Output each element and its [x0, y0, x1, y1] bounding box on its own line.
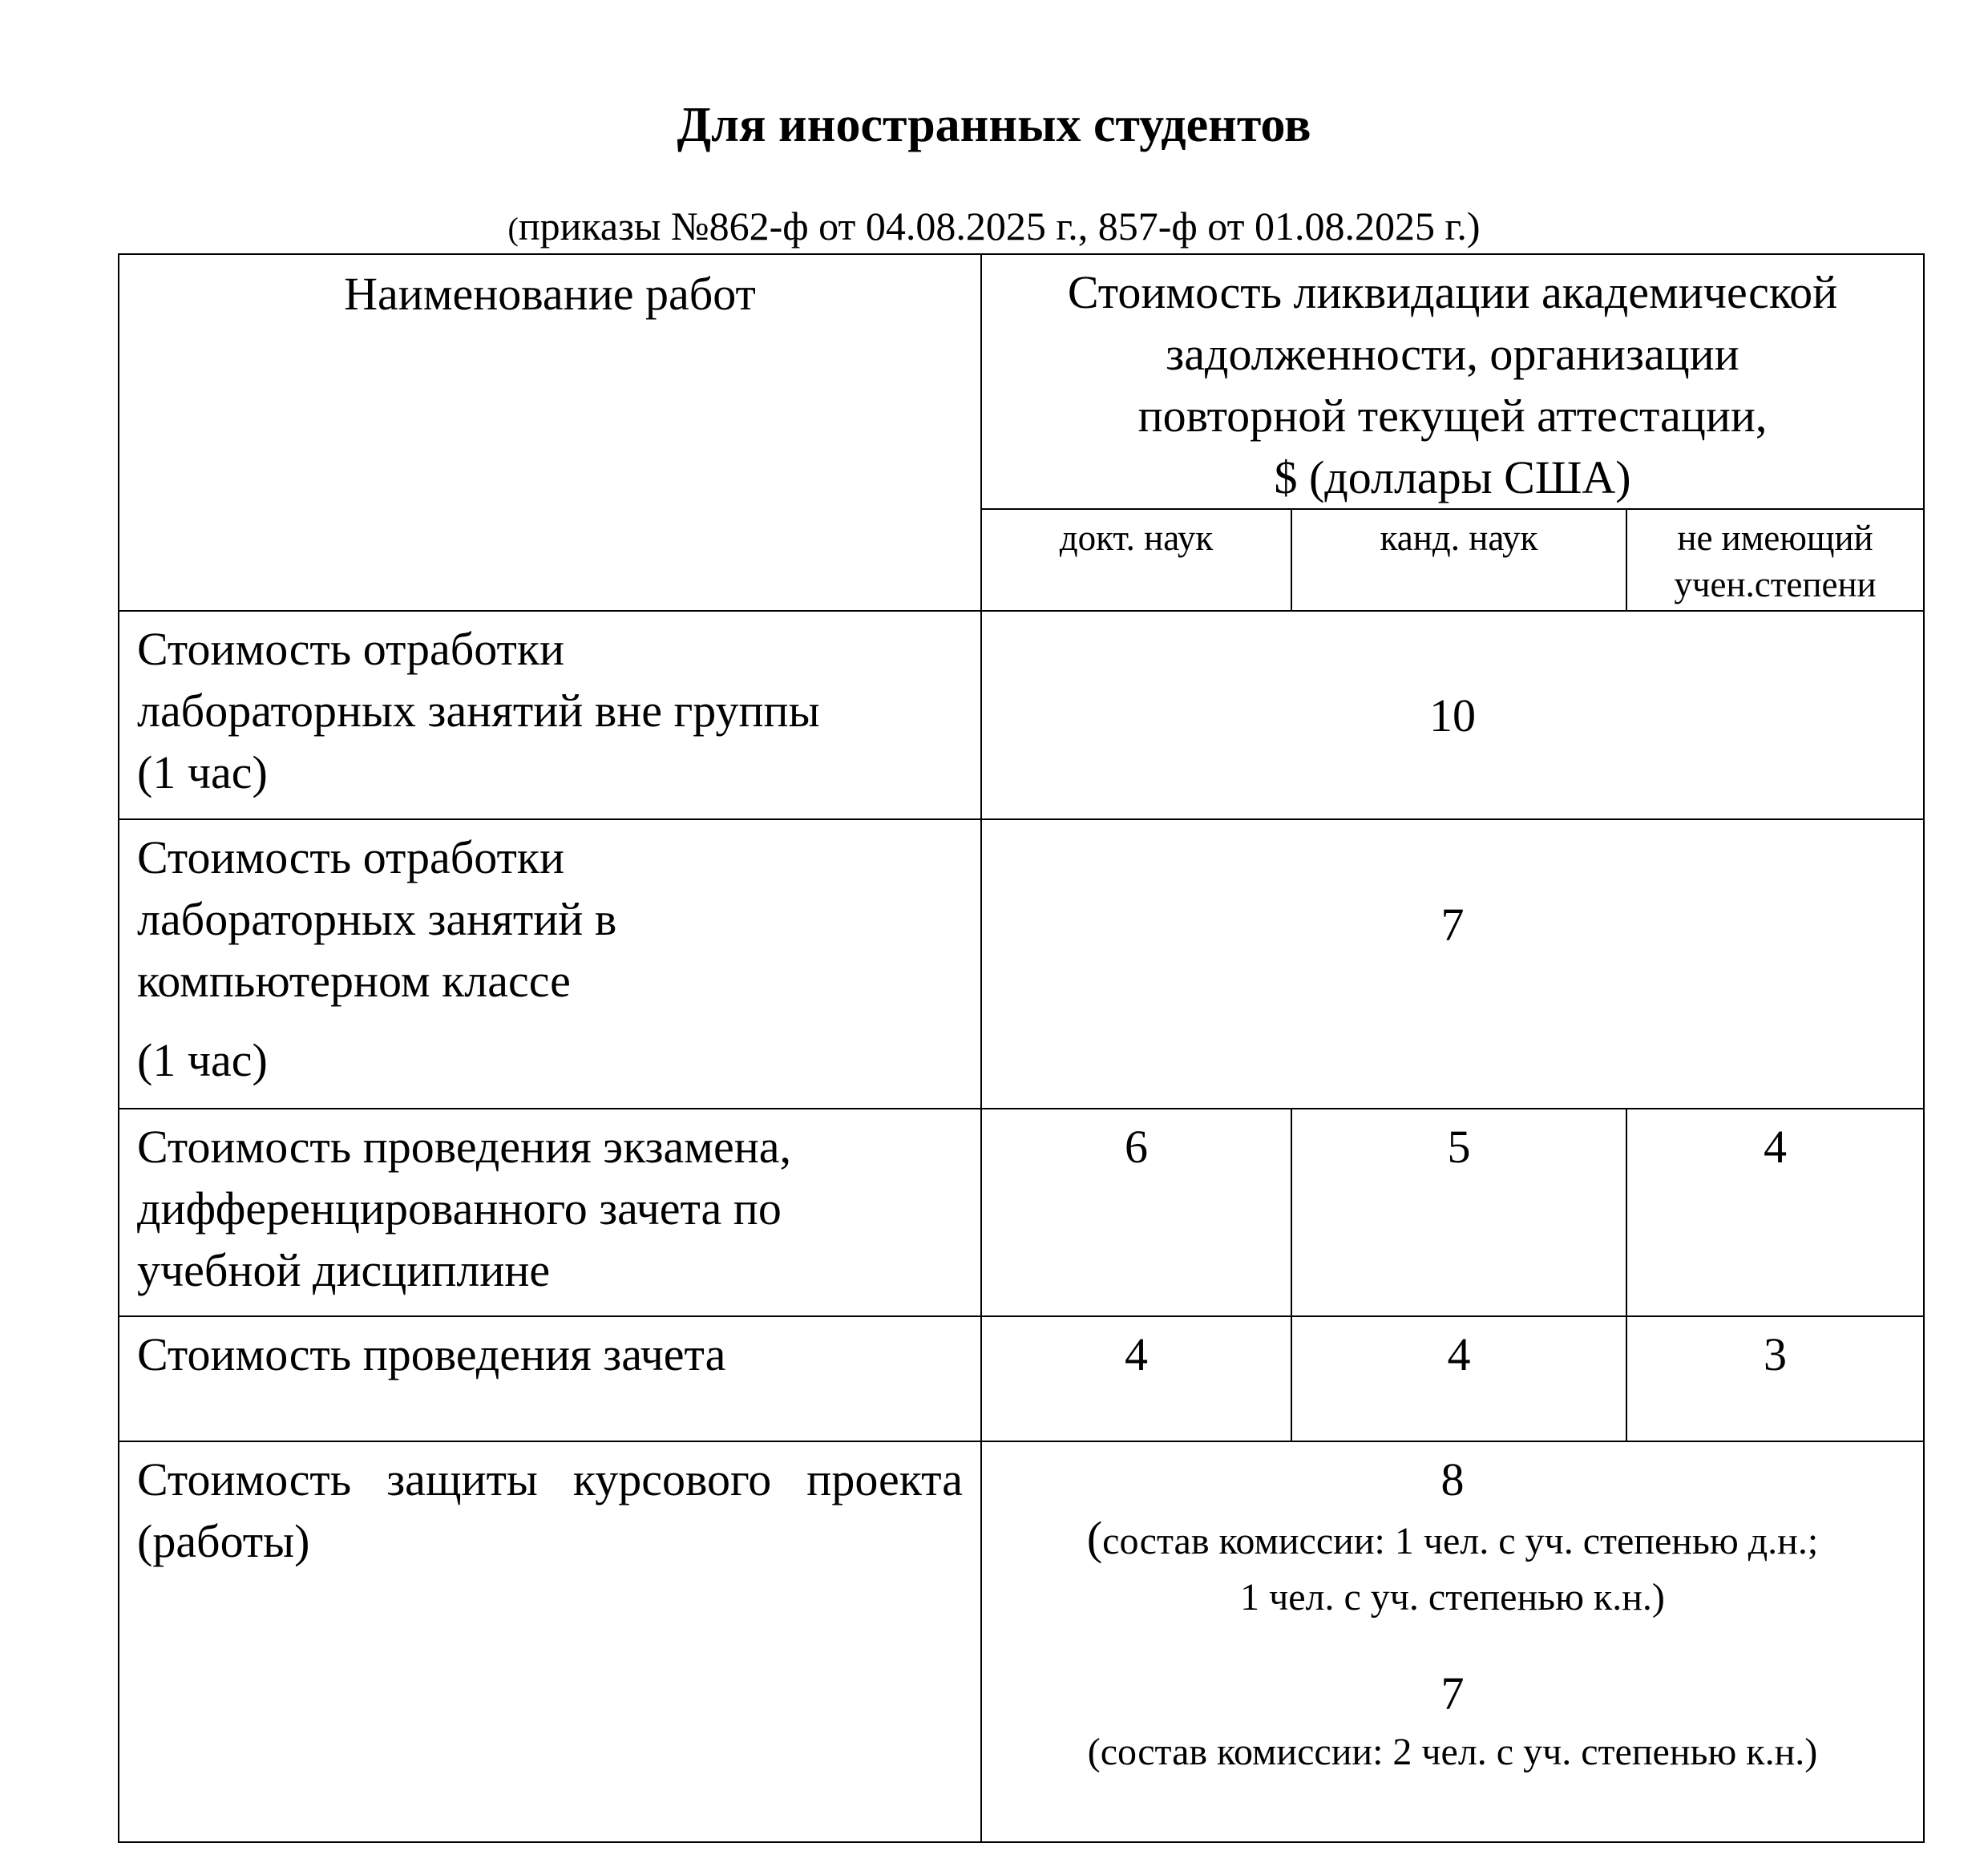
document-subtitle [0, 200, 1988, 255]
table-row [119, 611, 1924, 819]
row-name-line: Стоимость отработки [137, 623, 565, 675]
note-text: состав комиссии: 1 чел. с уч. степенью д.н.; [1102, 1520, 1819, 1562]
commission-note [982, 1510, 1923, 1570]
commission-note: (состав комиссии: 2 чел. с уч. степенью к.н.) [1087, 1731, 1818, 1773]
row-name-line: компьютерном классе [137, 955, 571, 1007]
header-cost-line: Стоимость ликвидации академической [1067, 266, 1838, 318]
row-name-line: дифференцированного зачета по [137, 1182, 782, 1235]
header-name-cell [119, 254, 981, 611]
row-name-cell [119, 1441, 981, 1842]
row-name-line: лабораторных занятий в [137, 893, 617, 945]
row-name-line: Стоимость проведения зачета [137, 1328, 726, 1380]
row-name-cell [119, 611, 981, 819]
value-no-degree: 4 [1626, 1109, 1924, 1316]
table-row [119, 1109, 1924, 1316]
value-doctor: 4 [981, 1316, 1291, 1441]
value-doctor: 6 [981, 1109, 1291, 1316]
price-table [118, 253, 1925, 1843]
row-value-cell [981, 611, 1924, 819]
header-cost-cell [981, 254, 1924, 509]
header-cost-line: задолженности, организации [1166, 328, 1740, 380]
row-value: 7 [1440, 899, 1465, 951]
value-candidate: 5 [1291, 1109, 1626, 1316]
note-open-paren: ( [1086, 1512, 1103, 1564]
row-name-line: лабораторных занятий вне группы [137, 685, 820, 737]
subtitle-open-paren: ( [507, 211, 519, 247]
row-name-line: (1 час) [137, 1034, 268, 1086]
row-value-cell [981, 819, 1924, 1109]
commission-note: 1 чел. с уч. степенью к.н.) [1240, 1576, 1665, 1619]
subcol-doctor: докт. наук [981, 509, 1291, 611]
row-value-cell [981, 1441, 1924, 1842]
row-value: 10 [1429, 689, 1476, 742]
row-name-line: Стоимость проведения экзамена, [137, 1121, 791, 1173]
row-name-line: Стоимость отработки [137, 831, 565, 883]
row-name-line: учебной дисциплине [137, 1244, 551, 1296]
value-no-degree: 3 [1626, 1316, 1924, 1441]
header-cost-line: $ (доллары США) [1274, 451, 1631, 503]
document-title: Для иностранных студентов [677, 98, 1311, 152]
value-candidate: 4 [1291, 1316, 1626, 1441]
row-name-cell [119, 819, 981, 1109]
table-row [119, 819, 1924, 1109]
row-name-cell [119, 1109, 981, 1316]
header-name: Наименование работ [344, 268, 756, 320]
subtitle-text: приказы №862-ф от 04.08.2025 г., 857-ф от 01.08.2025 г.) [518, 204, 1481, 249]
table-row [119, 1441, 1924, 1842]
row-value: 7 [1440, 1667, 1465, 1720]
row-value: 8 [1440, 1453, 1465, 1505]
table-row [119, 1316, 1924, 1441]
row-name-cell [119, 1316, 981, 1441]
header-cost-line: повторной текущей аттестации, [1137, 390, 1768, 442]
subcol-no-degree: не имеющий учен.степени [1626, 509, 1924, 611]
row-name: Стоимость защиты курсового проекта (работы) [137, 1453, 963, 1567]
header-row [119, 254, 1924, 509]
row-name-line: (1 час) [137, 746, 268, 798]
subcol-candidate: канд. наук [1291, 509, 1626, 611]
